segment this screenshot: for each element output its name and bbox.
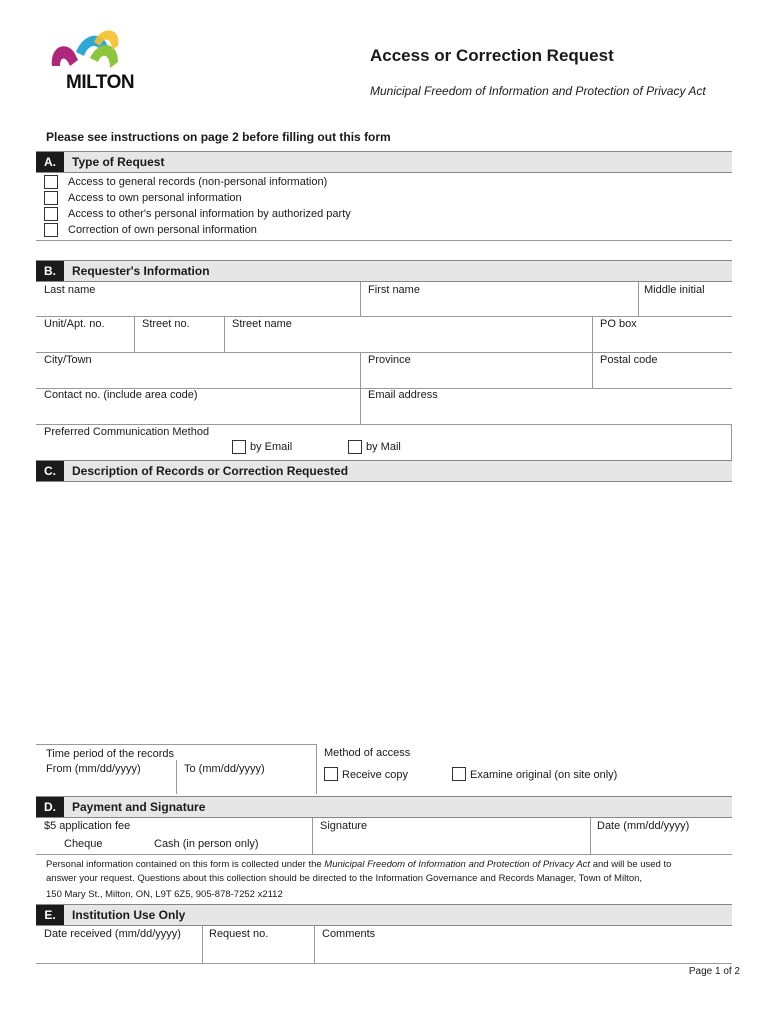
date-received-field[interactable]: Date received (mm/dd/yyyy) <box>44 928 181 940</box>
examine-original-label: Examine original (on site only) <box>470 769 618 781</box>
signature-field[interactable]: Signature <box>320 820 368 832</box>
postal-code-field[interactable]: Postal code <box>600 354 658 366</box>
from-date-field[interactable]: From (mm/dd/yyyy) <box>46 763 141 775</box>
contact-field[interactable]: Contact no. (include area code) <box>44 389 198 401</box>
by-mail-label: by Mail <box>366 441 401 453</box>
city-field[interactable]: City/Town <box>44 354 92 366</box>
divider <box>202 926 203 964</box>
divider <box>36 240 732 241</box>
option-label: Correction of own personal information <box>68 224 257 236</box>
section-letter: B. <box>36 261 64 281</box>
section-e-header <box>36 904 732 926</box>
divider <box>176 760 177 794</box>
examine-original-checkbox[interactable] <box>452 767 466 781</box>
divider <box>314 926 315 964</box>
divider <box>590 818 591 854</box>
receive-copy-label: Receive copy <box>342 769 409 781</box>
instructions-text: Please see instructions on page 2 before filling out this form <box>46 130 391 144</box>
divider <box>36 424 732 425</box>
unit-field[interactable]: Unit/Apt. no. <box>44 318 105 330</box>
divider <box>316 744 317 794</box>
section-title: Type of Request <box>72 155 165 169</box>
divider <box>224 316 225 352</box>
divider <box>36 352 732 353</box>
cheque-option[interactable]: Cheque <box>64 838 103 850</box>
divider <box>134 316 135 352</box>
option-label: Access to other's personal information by authorized party <box>68 208 351 220</box>
date-field[interactable]: Date (mm/dd/yyyy) <box>597 820 690 832</box>
option-general-records-checkbox[interactable] <box>44 175 58 189</box>
privacy-notice-line-1: Personal information contained on this form is collected under the Municipal Freedom of Information and Protection of Privacy Act and will be used to <box>46 859 672 870</box>
section-title: Description of Records or Correction Requested <box>72 464 349 478</box>
preferred-method-label: Preferred Communication Method <box>44 426 210 438</box>
section-letter: C. <box>36 461 64 481</box>
option-others-personal-checkbox[interactable] <box>44 207 58 221</box>
street-no-field[interactable]: Street no. <box>142 318 190 330</box>
to-date-field[interactable]: To (mm/dd/yyyy) <box>184 763 265 775</box>
fee-label: $5 application fee <box>44 820 131 832</box>
divider <box>360 388 361 424</box>
divider <box>592 352 593 388</box>
section-b-header <box>36 260 732 282</box>
by-email-label: by Email <box>250 441 293 453</box>
section-d-header <box>36 796 732 818</box>
section-title: Institution Use Only <box>72 908 186 922</box>
comments-field[interactable]: Comments <box>322 928 376 940</box>
option-label: Access to general records (non-personal information) <box>68 176 328 188</box>
by-mail-checkbox[interactable] <box>348 440 362 454</box>
street-name-field[interactable]: Street name <box>232 318 292 330</box>
page-subtitle: Municipal Freedom of Information and Protection of Privacy Act <box>370 84 706 98</box>
page-title: Access or Correction Request <box>370 46 614 65</box>
time-period-label: Time period of the records <box>46 748 174 760</box>
page-number: Page 1 of 2 <box>688 966 740 977</box>
divider <box>360 352 361 388</box>
description-textarea[interactable] <box>36 484 732 744</box>
divider <box>360 282 361 316</box>
receive-copy-checkbox[interactable] <box>324 767 338 781</box>
divider <box>36 744 316 745</box>
first-name-field[interactable]: First name <box>368 284 420 296</box>
po-box-field[interactable]: PO box <box>600 318 637 330</box>
section-title: Requester's Information <box>72 264 210 278</box>
section-title: Payment and Signature <box>72 800 206 814</box>
section-c-header <box>36 460 732 482</box>
option-own-personal-checkbox[interactable] <box>44 191 58 205</box>
section-letter: A. <box>36 152 64 172</box>
option-correction-checkbox[interactable] <box>44 223 58 237</box>
province-field[interactable]: Province <box>368 354 411 366</box>
option-label: Access to own personal information <box>68 192 242 204</box>
divider <box>36 963 732 964</box>
method-access-label: Method of access <box>324 747 411 759</box>
last-name-field[interactable]: Last name <box>44 284 96 296</box>
email-field[interactable]: Email address <box>368 389 438 401</box>
divider <box>731 424 732 460</box>
logo-wordmark: MILTON <box>66 72 135 93</box>
divider <box>638 282 639 316</box>
request-no-field[interactable]: Request no. <box>209 928 269 940</box>
divider <box>36 316 732 317</box>
divider <box>312 818 313 854</box>
privacy-notice-line-3: 150 Mary St., Milton, ON, L9T 6Z5, 905-878-7252 x2112 <box>46 889 283 900</box>
privacy-notice-line-2: answer your request. Questions about this collection should be directed to the Information Governance and Records Manager, Town of Milton, <box>46 873 643 884</box>
by-email-checkbox[interactable] <box>232 440 246 454</box>
section-a-header <box>36 151 732 173</box>
section-letter: E. <box>36 905 64 925</box>
cash-option[interactable]: Cash (in person only) <box>154 838 259 850</box>
divider <box>592 316 593 352</box>
section-letter: D. <box>36 797 64 817</box>
divider <box>36 854 732 855</box>
middle-initial-field[interactable]: Middle initial <box>644 284 705 296</box>
